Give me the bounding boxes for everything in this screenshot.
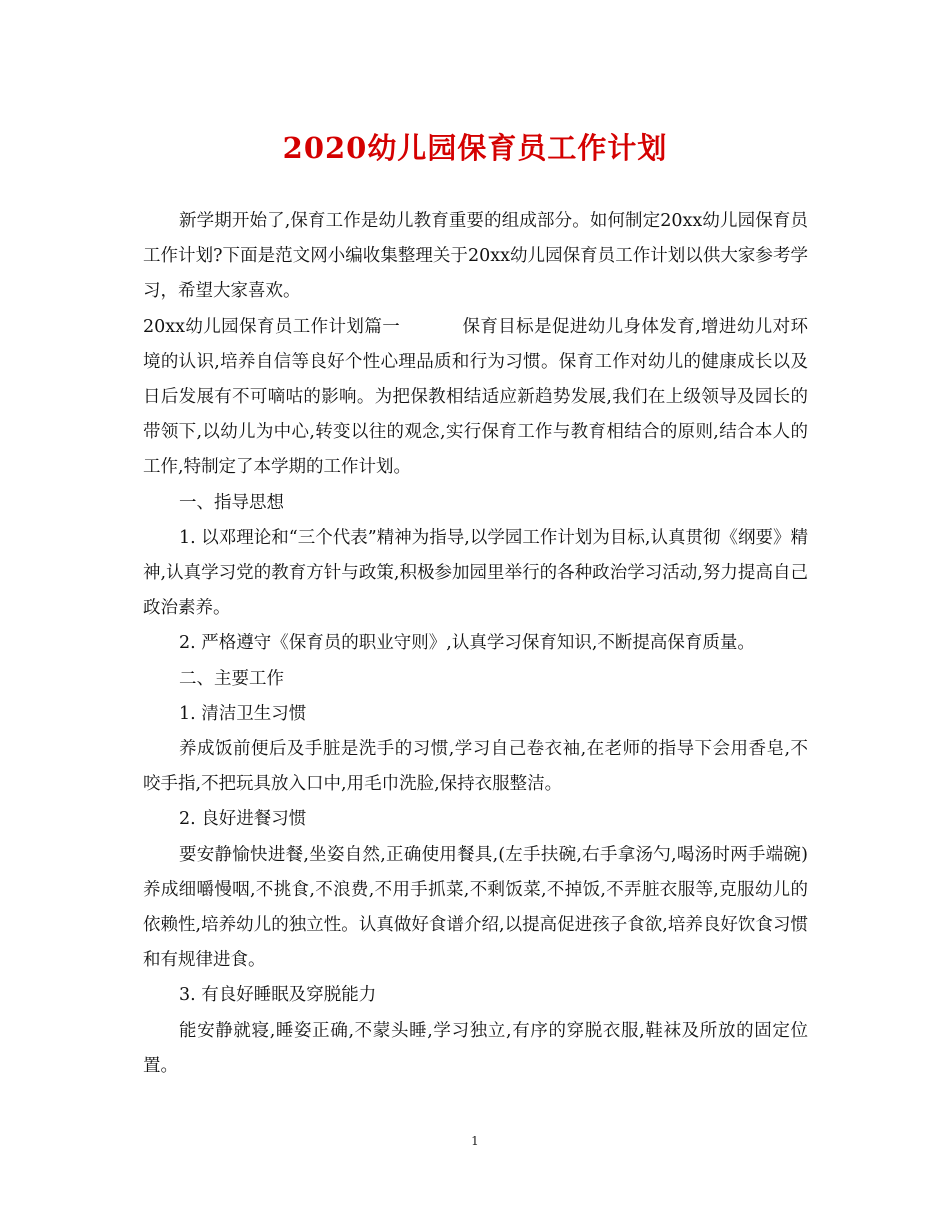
subheading-hygiene: 1. 清洁卫生习惯 xyxy=(179,703,307,724)
subheading-sleeping: 3. 有良好睡眠及穿脱能力 xyxy=(179,985,377,1006)
hygiene-paragraph: 养成饭前便后及手脏是洗手的习惯,学习自己卷衣袖,在老师的指导下会用香皂,不咬手指,不把玩具放入口中,用毛巾洗脸,保持衣服整洁。 xyxy=(143,739,808,795)
document-title: 2020幼儿园保育员工作计划 xyxy=(282,131,668,165)
part1-body: 保育目标是促进幼儿身体发育,增进幼儿对环境的认识,培养自信等良好个性心理品质和行为习惯。保育工作对幼儿的健康成长以及日后发展有不可嘀咕的影响。为把保教相结适应新趋势发展,我们在上级领导及园长的带领下,以幼儿为中心,转变以往的观念,实行保育工作与教育相结合的原则,结合本人的工作,特制定了本学期的工作计划。 xyxy=(143,316,809,478)
page-number: 1 xyxy=(471,1134,479,1148)
part1-heading: 20xx幼儿园保育员工作计划篇一 xyxy=(143,316,401,337)
intro-paragraph: 新学期开始了,保育工作是幼儿教育重要的组成部分。如何制定20xx幼儿园保育员工作计划?下面是范文网小编收集整理关于20xx幼儿园保育员工作计划以供大家参考学习，希望大家喜欢。 xyxy=(143,211,808,302)
list-item: 1. 以邓理论和“三个代表”精神为指导,以学园工作计划为目标,认真贯彻《纲要》精神,认真学习党的教育方针与政策,积极参加园里举行的各种政治学习活动,努力提高自己政治素养。 xyxy=(143,527,808,619)
section-heading-main-work: 二、主要工作 xyxy=(179,668,284,689)
eating-paragraph: 要安静愉快进餐,坐姿自然,正确使用餐具,(左手扶碗,右手拿汤勺,喝汤时两手端碗)养成细嚼慢咽,不挑食,不浪费,不用手抓菜,不剩饭菜,不掉饭,不弄脏衣服等,克服幼儿的依赖性,培养幼儿的独立性。认真做好食谱介绍,以提高促进孩子食欲,培养良好饮食习惯和有规律进食。 xyxy=(143,844,808,971)
part1-paragraph xyxy=(143,310,808,486)
subheading-eating: 2. 良好进餐习惯 xyxy=(179,809,307,830)
sleeping-paragraph: 能安静就寝,睡姿正确,不蒙头睡,学习独立,有序的穿脱衣服,鞋袜及所放的固定位置。 xyxy=(143,1020,808,1076)
list-item: 2. 严格遵守《保育员的职业守则》,认真学习保育知识,不断提高保育质量。 xyxy=(179,633,755,654)
document-body xyxy=(143,204,808,1084)
section-heading-guiding-thought: 一、指导思想 xyxy=(179,492,284,513)
